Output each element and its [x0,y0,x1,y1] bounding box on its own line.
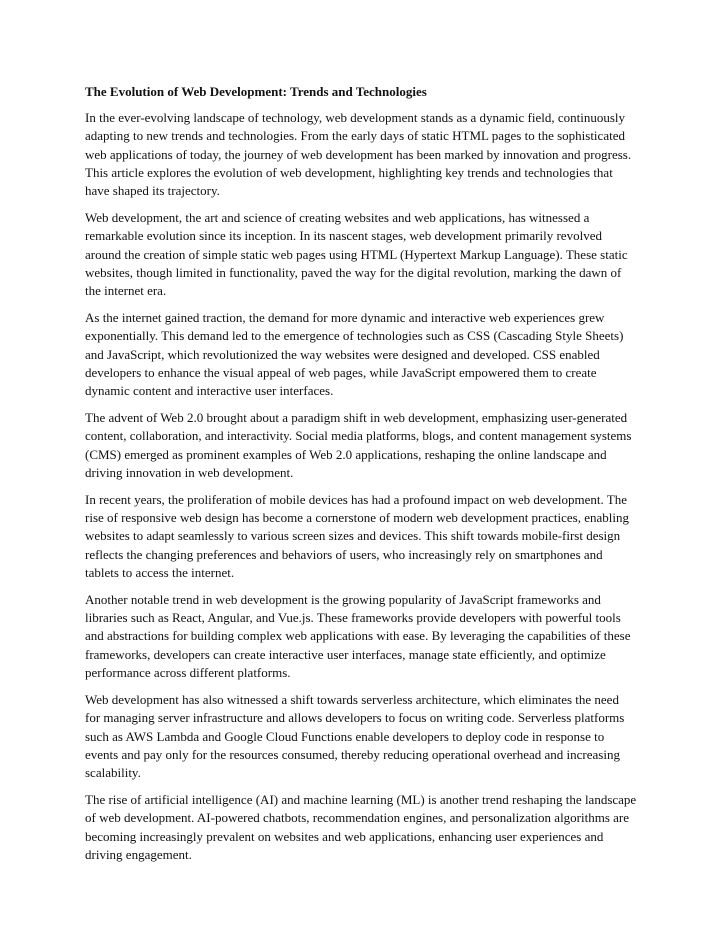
document-title: The Evolution of Web Development: Trends and Technologies [85,84,427,99]
paragraph-early-web: Web development, the art and science of creating websites and web applications, has witnessed a remarkable evolution since its inception. In its nascent stages, web development primarily revolved around the creation of simple static web pages using HTML (Hypertext Markup Language). These static websites, though limited in functionality, paved the way for the digital revolution, marking the dawn of the internet era. [85,210,628,299]
document-body [85,83,637,873]
paragraph-intro: In the ever-evolving landscape of technology, web development stands as a dynamic field, continuously adapting to new trends and technologies. From the early days of static HTML pages to the sophisticated web applications of today, the journey of web development has been marked by innovation and progress. This article explores the evolution of web development, highlighting key trends and technologies that have shaped its trajectory. [85,110,632,199]
paragraph-mobile: In recent years, the proliferation of mobile devices has had a profound impact on web development. The rise of responsive web design has become a cornerstone of modern web development practices, enabling websites to adapt seamlessly to various screen sizes and devices. This shift towards mobile-first design reflects the changing preferences and behaviors of users, who increasingly rely on smartphones and tablets to access the internet. [85,492,630,580]
paragraph-css-javascript: As the internet gained traction, the demand for more dynamic and interactive web experiences grew exponentially. This demand led to the emergence of technologies such as CSS (Cascading Style Sheets) and JavaScript, which revolutionized the way websites were designed and developed. CSS enabled developers to enhance the visual appeal of web pages, while JavaScript empowered them to create dynamic content and interactive user interfaces. [85,310,624,399]
paragraph-web-2-0: The advent of Web 2.0 brought about a paradigm shift in web development, emphasizing user-generated content, collaboration, and interactivity. Social media platforms, blogs, and content management systems (CMS) emerged as prominent examples of Web 2.0 applications, reshaping the online landscape and driving innovation in web development. [85,410,632,480]
paragraph-serverless: Web development has also witnessed a shift towards serverless architecture, which eliminates the need for managing server infrastructure and allows developers to focus on writing code. Serverless platforms such as AWS Lambda and Google Cloud Functions enable developers to deploy code in response to events and pay only for the resources consumed, thereby reducing operational overhead and increasing scalability. [85,692,625,780]
paragraph-frameworks: Another notable trend in web development is the growing popularity of JavaScript frameworks and libraries such as React, Angular, and Vue.js. These frameworks provide developers with powerful tools and abstractions for building complex web applications with ease. By leveraging the capabilities of these frameworks, developers can create interactive user interfaces, manage state efficiently, and optimize performance across different platforms. [85,592,631,680]
paragraph-ai-ml: The rise of artificial intelligence (AI) and machine learning (ML) is another trend reshaping the landscape of web development. AI-powered chatbots, recommendation engines, and personalization algorithms are becoming increasingly prevalent on websites and web applications, enhancing user experiences and driving engagement. [85,792,637,862]
